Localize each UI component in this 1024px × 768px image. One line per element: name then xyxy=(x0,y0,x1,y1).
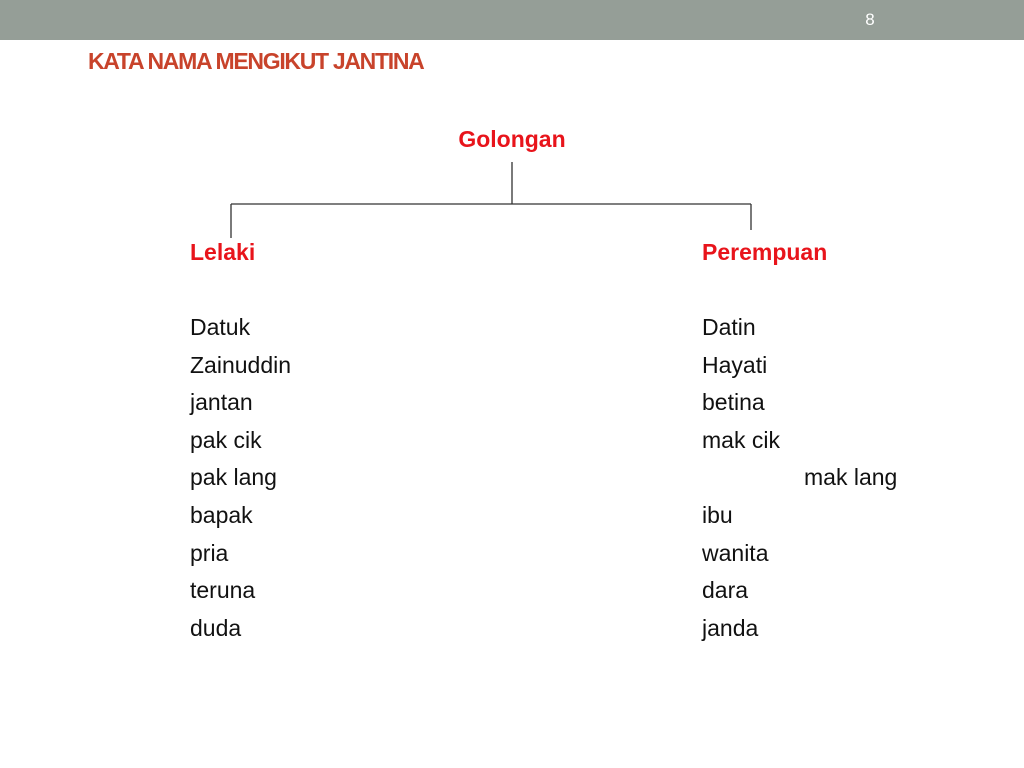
list-item: dara xyxy=(702,577,749,604)
list-item: Datuk xyxy=(190,314,251,340)
slide-number: 8 xyxy=(865,10,875,29)
list-item: betina xyxy=(702,389,765,416)
branch-label-perempuan: Perempuan xyxy=(702,239,828,265)
list-item: pak lang xyxy=(190,464,277,491)
list-item: ibu xyxy=(702,501,733,528)
word-list-perempuan xyxy=(702,309,897,647)
list-item: pak cik xyxy=(190,426,262,453)
list-item: bapak xyxy=(190,501,253,528)
list-item: pria xyxy=(190,539,229,566)
list-item: wanita xyxy=(702,539,769,566)
diagram-root-label: Golongan xyxy=(458,126,566,152)
list-item: Hayati xyxy=(702,351,768,378)
word-list-lelaki xyxy=(190,309,291,647)
slide-title: KATA NAMA MENGIKUT JANTINA xyxy=(88,48,424,74)
list-item: jantan xyxy=(190,389,253,416)
list-item: janda xyxy=(702,614,759,641)
list-item: mak cik xyxy=(702,426,780,453)
list-item: duda xyxy=(190,614,242,641)
list-item: mak lang xyxy=(804,464,898,491)
list-item: Datin xyxy=(702,314,756,340)
list-item: Zainuddin xyxy=(190,351,292,378)
list-item: teruna xyxy=(190,577,256,604)
branch-label-lelaki: Lelaki xyxy=(190,239,256,265)
